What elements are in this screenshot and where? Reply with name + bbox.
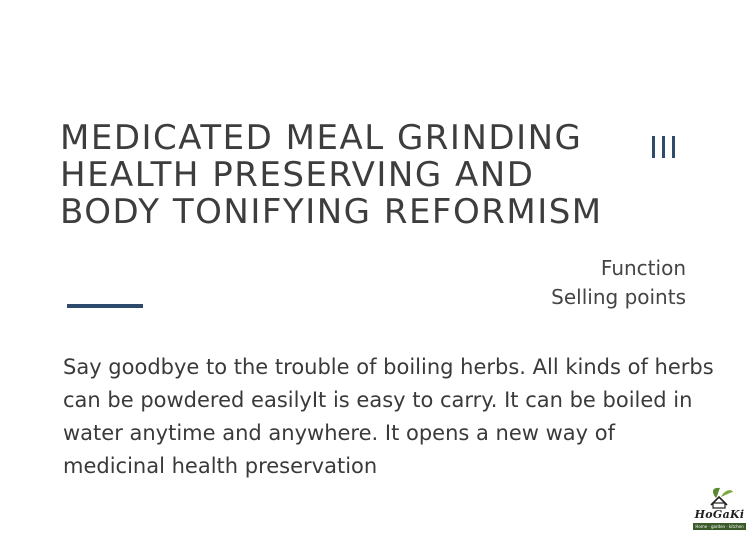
section-mark-bar bbox=[672, 136, 675, 158]
headline-line-2: HEALTH PRESERVING AND bbox=[60, 155, 535, 195]
section-mark-bar bbox=[662, 136, 665, 158]
section-tags bbox=[551, 254, 686, 312]
brand-logo bbox=[691, 486, 748, 534]
section-number-mark bbox=[652, 136, 675, 158]
headline-line-1: MEDICATED MEAL GRINDING bbox=[60, 118, 583, 158]
description-line-4: medicinal health preservation bbox=[63, 454, 378, 478]
description-line-3: water anytime and anywhere. It opens a new way of bbox=[63, 421, 616, 445]
description-paragraph bbox=[63, 351, 743, 483]
brand-name: HoGaKi bbox=[694, 508, 745, 521]
headline-line-3: BODY TONIFYING REFORMISM bbox=[60, 192, 603, 232]
description-line-1: Say goodbye to the trouble of boiling herbs. All kinds of herbs bbox=[63, 355, 714, 379]
section-mark-bar bbox=[652, 136, 655, 158]
accent-divider bbox=[67, 304, 143, 308]
description-line-2: can be powdered easilyIt is easy to carry. It can be boiled in bbox=[63, 388, 693, 412]
tag-selling-points: Selling points bbox=[551, 285, 686, 309]
leaf-house-icon bbox=[691, 486, 748, 510]
brand-tagline: Home · garden · kitchen bbox=[693, 523, 746, 530]
tag-function: Function bbox=[600, 256, 686, 280]
headline bbox=[60, 120, 660, 231]
